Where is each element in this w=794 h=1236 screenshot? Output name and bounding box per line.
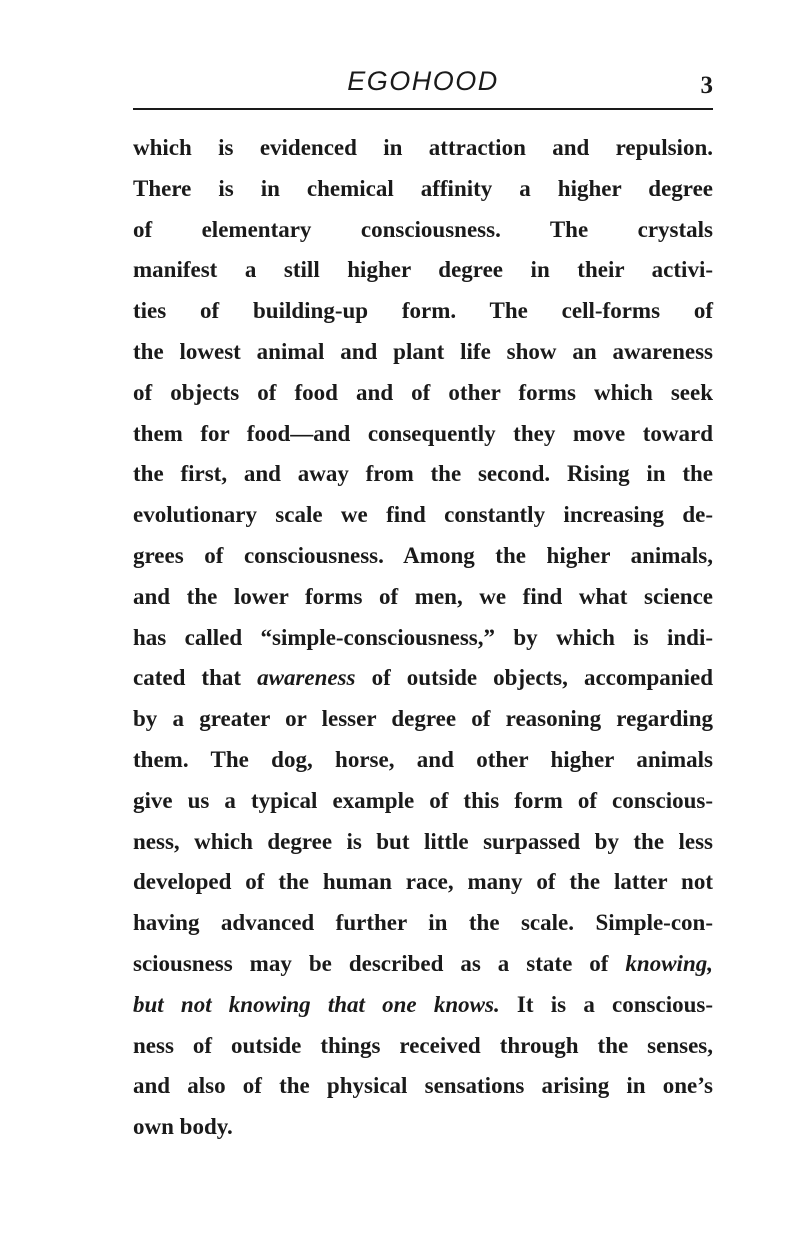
italic-text: knowing,: [625, 950, 713, 976]
text-run: evolutionary scale we find constantly increasing de-: [133, 502, 713, 528]
text-run: them for food—and consequently they move toward: [133, 420, 713, 446]
text-run: give us a typical example of this form of conscious-: [133, 787, 713, 813]
text-line: [133, 210, 713, 251]
text-line: [133, 495, 713, 536]
text-line: [133, 822, 713, 863]
text-run: by a greater or lesser degree of reasoning regarding: [133, 706, 713, 732]
text-line: [133, 1026, 713, 1067]
text-run: It is a conscious-: [499, 991, 713, 1017]
text-line: [133, 454, 713, 495]
text-line: [133, 128, 713, 169]
text-run: and also of the physical sensations arising in one’s: [133, 1073, 713, 1099]
text-run: of objects of food and of other forms which seek: [133, 379, 713, 405]
text-run: ties of building-up form. The cell-forms of: [133, 298, 713, 324]
text-line: [133, 985, 713, 1026]
text-run: them. The dog, horse, and other higher animals: [133, 746, 713, 772]
text-run: which is evidenced in attraction and repulsion.: [133, 135, 713, 160]
text-run: has called “simple-consciousness,” by which is indi-: [133, 624, 713, 650]
text-line: [133, 250, 713, 291]
text-line: [133, 658, 713, 699]
text-run: own body.: [133, 1114, 233, 1140]
text-line: [133, 740, 713, 781]
italic-text: awareness: [257, 665, 356, 691]
text-run: developed of the human race, many of the latter not: [133, 869, 713, 895]
text-line: [133, 414, 713, 455]
body-paragraph: [133, 128, 713, 1148]
text-run: of elementary consciousness. The crystals: [133, 216, 713, 242]
text-run: sciousness may be described as a state of: [133, 950, 626, 976]
text-line: [133, 169, 713, 210]
text-line: [133, 781, 713, 822]
text-line: [133, 536, 713, 577]
text-line: [133, 699, 713, 740]
text-line: [133, 618, 713, 659]
text-run: manifest a still higher degree in their activi-: [133, 257, 713, 283]
text-run: the lowest animal and plant life show an awareness: [133, 338, 713, 364]
text-line: [133, 944, 713, 985]
text-line: [133, 903, 713, 944]
text-line: [133, 1066, 713, 1107]
text-run: grees of consciousness. Among the higher animals,: [133, 542, 713, 568]
text-line: [133, 577, 713, 618]
text-run: and the lower forms of men, we find what science: [133, 583, 713, 609]
text-line: [133, 373, 713, 414]
text-line: [133, 332, 713, 373]
text-run: cated that: [133, 665, 258, 691]
text-run: the first, and away from the second. Rising in the: [133, 461, 713, 487]
text-line: [133, 862, 713, 903]
text-run: ness of outside things received through the senses,: [133, 1032, 713, 1058]
running-title: EGOHOOD: [347, 66, 499, 96]
italic-text: but not knowing that one knows.: [133, 991, 500, 1017]
text-run: of outside objects, accompanied: [355, 665, 713, 691]
text-run: There is in chemical affinity a higher degree: [133, 175, 713, 201]
page-number: 3: [700, 72, 713, 99]
text-line: [133, 291, 713, 332]
running-head: [133, 64, 713, 110]
text-run: ness, which degree is but little surpassed by the less: [133, 828, 713, 854]
text-run: having advanced further in the scale. Simple-con-: [133, 910, 713, 936]
text-line: [133, 1107, 713, 1148]
